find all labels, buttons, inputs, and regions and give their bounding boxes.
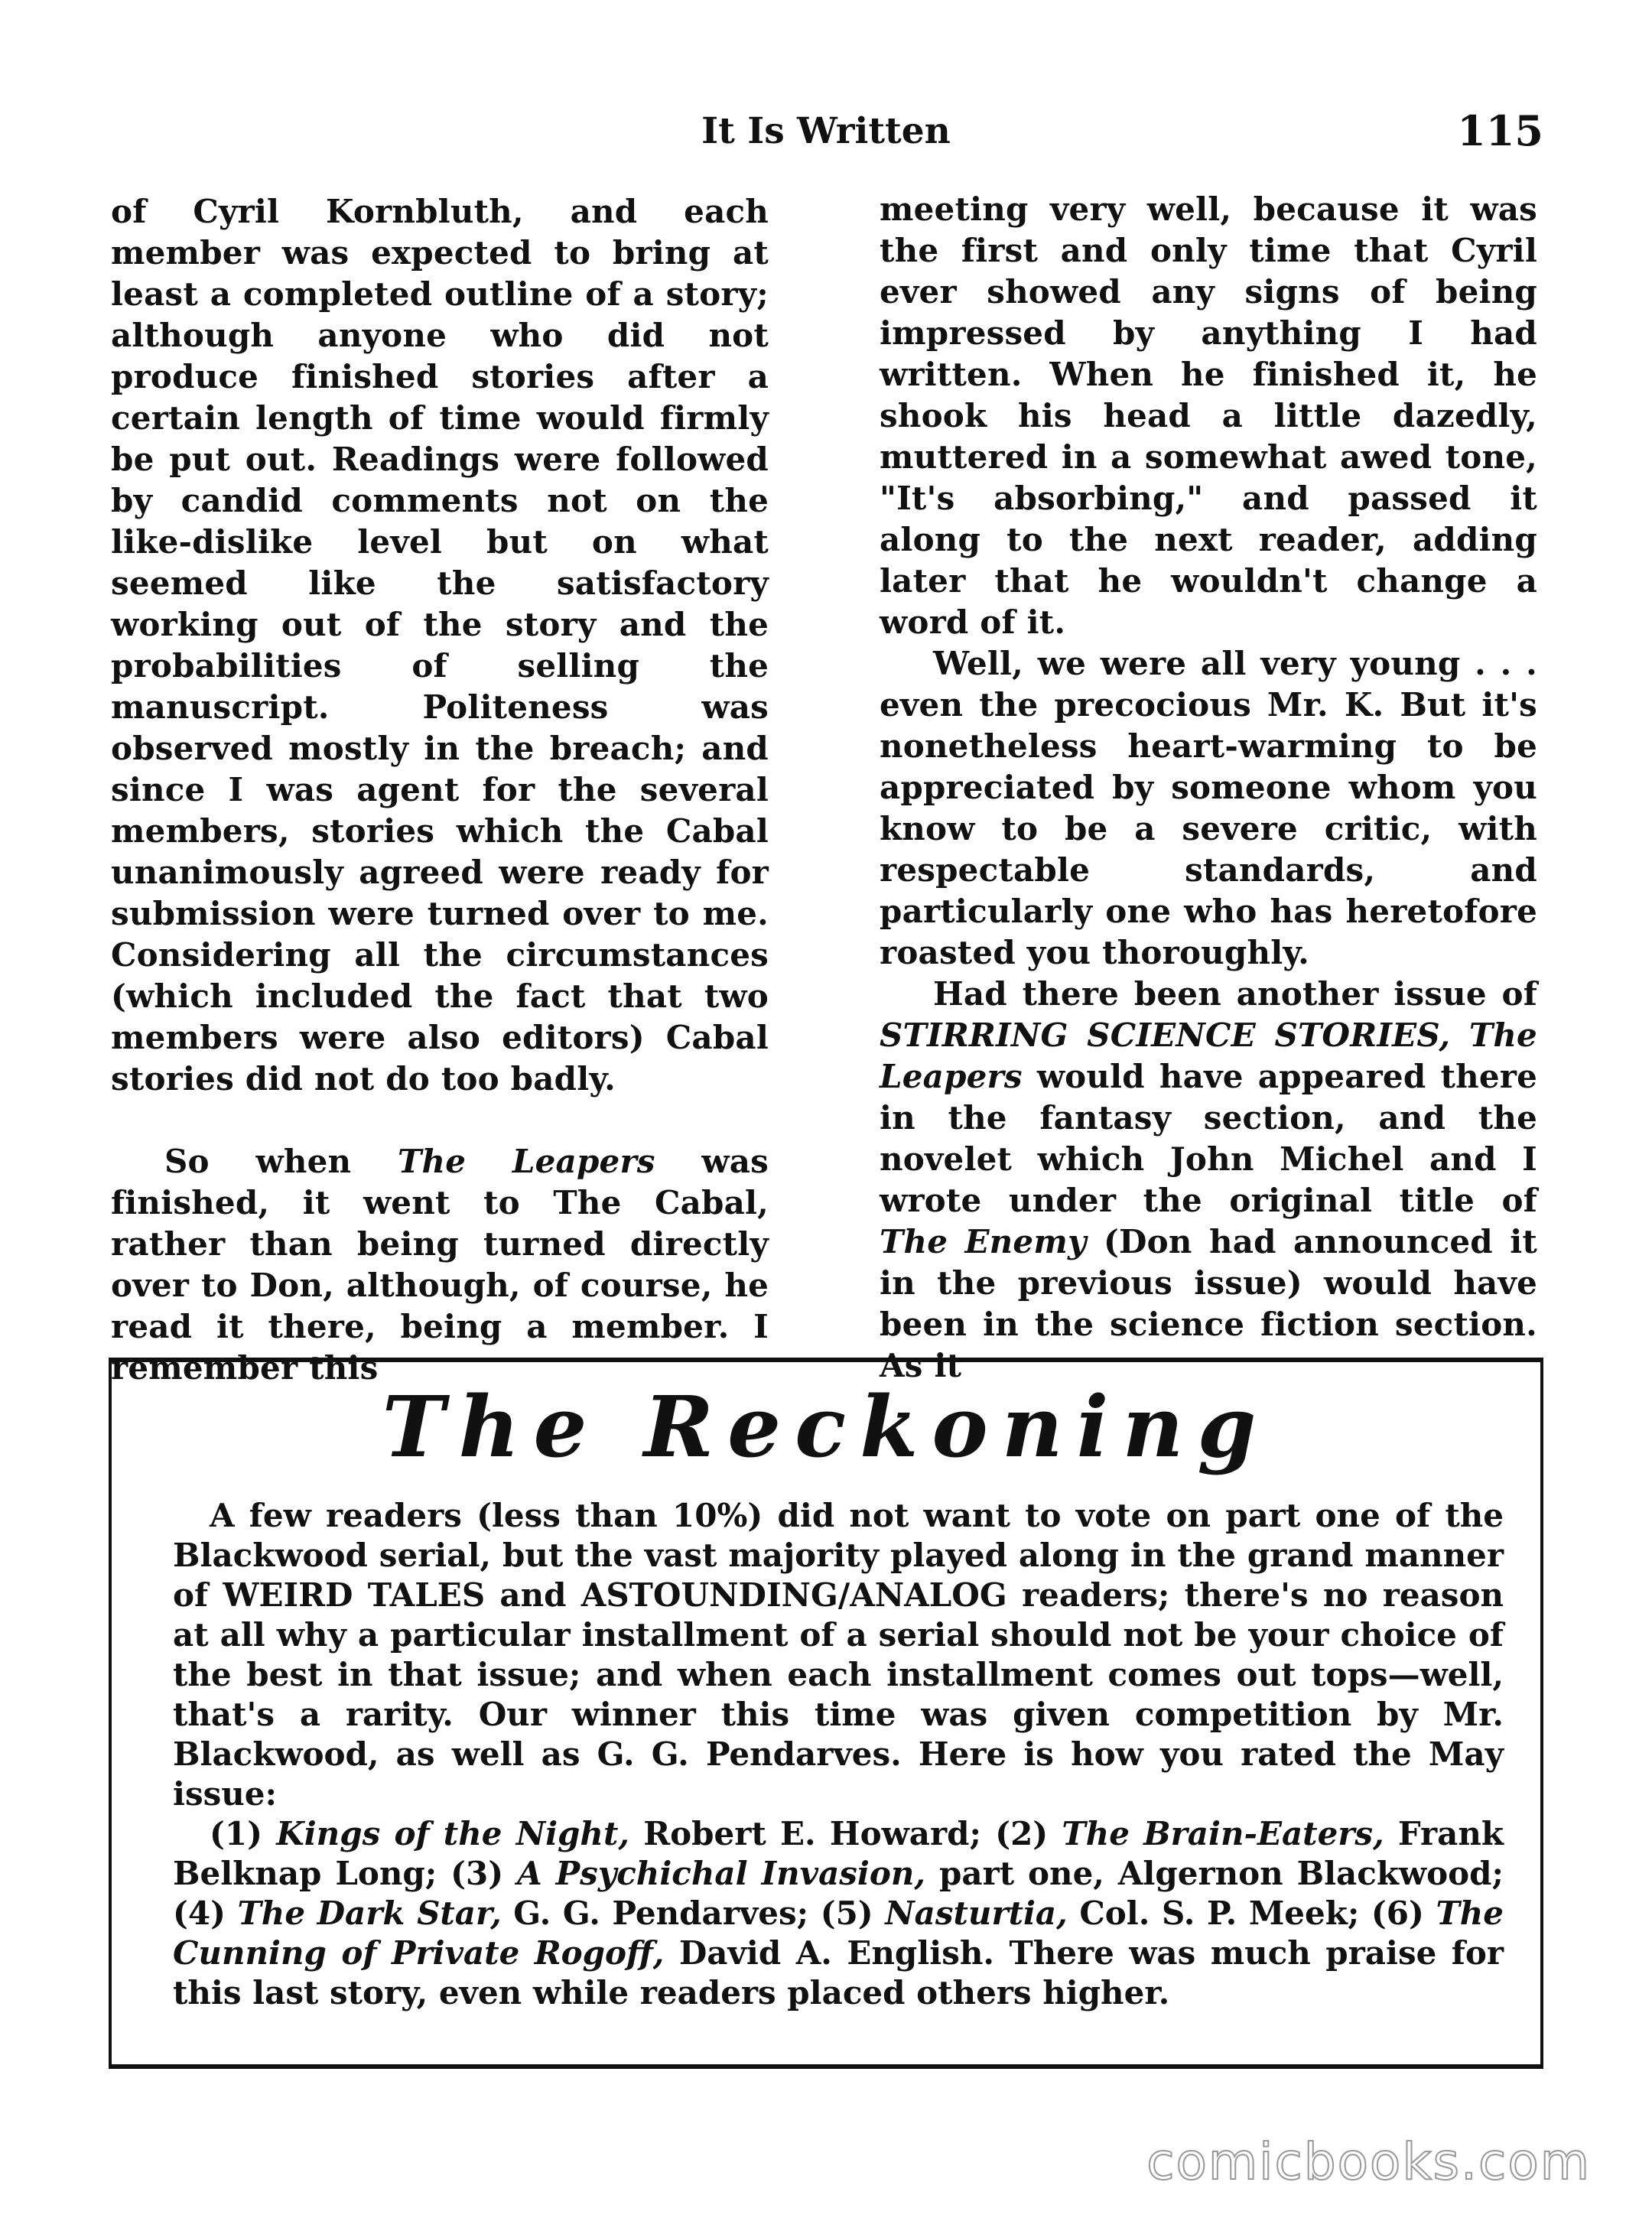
reckoning-title: The Reckoning <box>382 1377 1270 1476</box>
story-title: The Enemy <box>880 1223 1087 1260</box>
running-title: It Is Written <box>701 110 951 152</box>
left-column <box>111 191 769 1389</box>
right-column <box>880 189 1537 1387</box>
text-run: David A. English. There was much praise for this last story, even while readers placed others higher. <box>173 1934 1504 2011</box>
text-run: So when <box>164 1143 398 1180</box>
text-run: (Don had announced it in the previous issue) would have been in the science fiction section. As it <box>880 1223 1537 1384</box>
text-run: (1) <box>210 1815 277 1852</box>
text-run: Col. S. P. Meek; (6) <box>1067 1894 1436 1932</box>
reckoning-body <box>173 1496 1504 2013</box>
text-run: was finished, it went to The Cabal, rather than being turned directly over to Don, although, of course, he read it there, being a member. I remember this <box>111 1143 769 1387</box>
text-run <box>1450 1016 1469 1054</box>
paragraph: Well, we were all very young . . . even the precocious Mr. K. But it's nonetheless heart-warming to be appreciated by someone whom you know to be a severe critic, with respectable standards, and particularly one who has heretofore roasted you thoroughly. <box>880 645 1537 971</box>
text-run: Frank Belknap Long; (3) <box>173 1815 1504 1892</box>
text-run: G. G. Pendarves; (5) <box>501 1894 886 1932</box>
story-title: Nasturtia, <box>885 1894 1068 1932</box>
story-title: The Cunning of Private Rogoff, <box>173 1894 1504 1972</box>
watermark: comicbooks.com <box>1146 2132 1591 2191</box>
story-title: A Psychichal Invasion, <box>517 1855 926 1892</box>
text-run: would have appeared there in the fantasy section, and the novelet which John Michel and I wrote under the original title of <box>880 1058 1537 1219</box>
paragraph <box>111 1141 769 1389</box>
paragraph <box>173 1814 1504 2013</box>
paragraph: A few readers (less than 10%) did not want to vote on part one of the Blackwood serial, but the vast majority played along in the grand manner of WEIRD TALES and ASTOUNDING/ANALOG readers; there's no reason at all why a particular installment of a serial should not be your choice of the best in that issue; and when each installment comes out tops—well, that's a rarity. Our winner this time was given competition by Mr. Blackwood, as well as G. G. Pendarves. Here is how you rated the May issue: <box>173 1497 1504 1813</box>
reckoning-box <box>109 1358 1543 2069</box>
story-title: The Brain-Eaters, <box>1062 1815 1384 1852</box>
paragraph: meeting very well, because it was the first and only time that Cyril ever showed any signs of being impressed by anything I had written. When he finished it, he shook his head a little dazedly, muttered in a somewhat awed tone, "It's absorbing," and passed it along to the next reader, adding later that he wouldn't change a word of it. <box>880 190 1537 641</box>
paragraph <box>880 974 1537 1387</box>
paragraph: of Cyril Kornbluth, and each member was expected to bring at least a completed outline of a story; although anyone who did not produce finished stories after a certain length of time would firmly be put out. Readings were followed by candid comments not on the like-dislike level but on what seemed like the satisfactory working out of the story and the probabilities of selling the manuscript. Politeness was observed mostly in the breach; and since I was agent for the several members, stories which the Cabal unanimously agreed were ready for submission were turned over to me. Considering all the circumstances (which included the fact that two members were also editors) Cabal stories did not do too badly. <box>111 193 769 1098</box>
text-run: Robert E. Howard; (2) <box>629 1815 1062 1852</box>
story-title: Kings of the Night, <box>276 1815 629 1852</box>
magazine-title: STIRRING SCIENCE STORIES, <box>880 1016 1451 1054</box>
story-title: The Dark Star, <box>237 1894 502 1932</box>
page-number: 115 <box>1457 106 1543 155</box>
story-title: The Leapers <box>398 1143 655 1180</box>
text-run: part one, Algernon Blackwood; (4) <box>173 1855 1504 1932</box>
text-run: Had there been another issue of <box>933 975 1537 1013</box>
story-title: The Leapers <box>880 1016 1537 1095</box>
